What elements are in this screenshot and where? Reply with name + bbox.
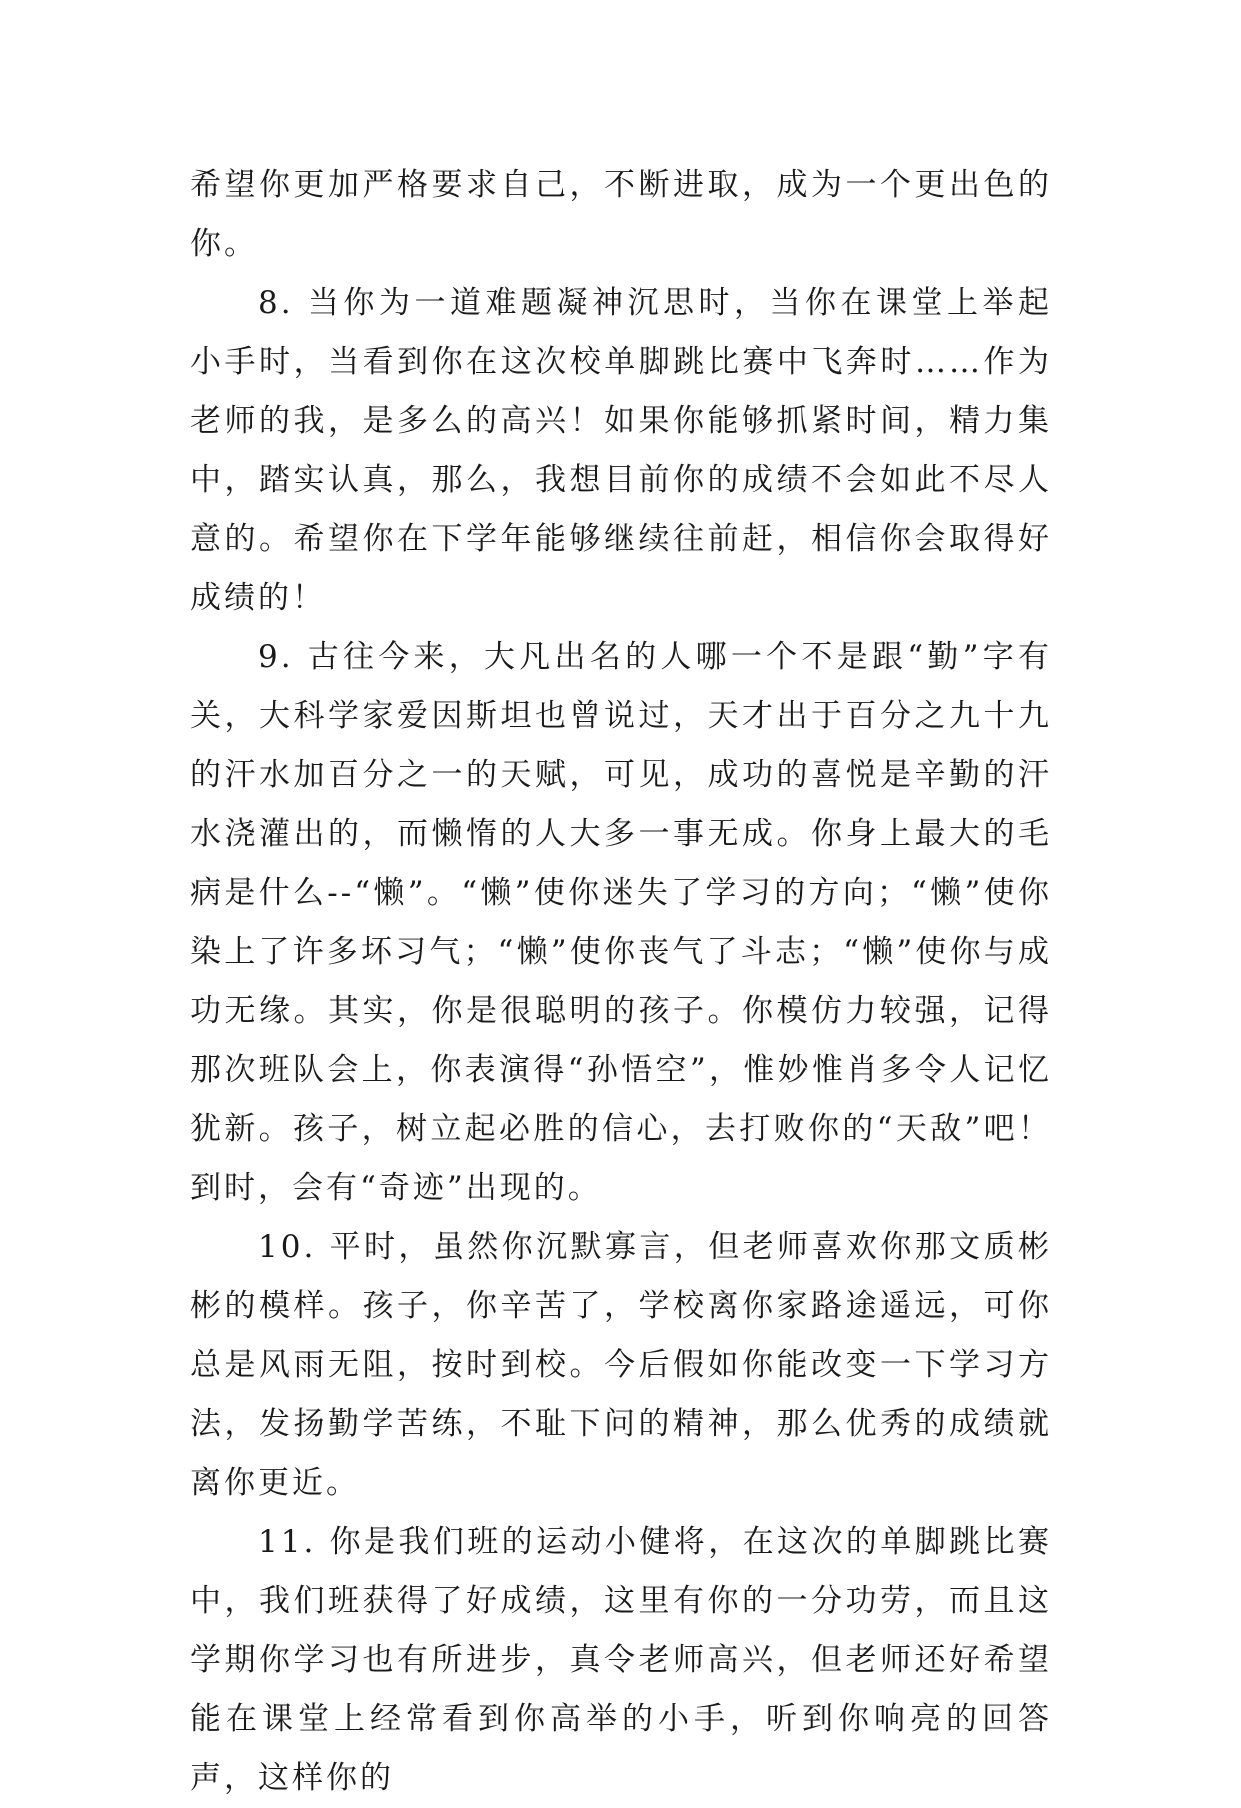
paragraph-continuation: 希望你更加严格要求自己，不断进取，成为一个更出色的你。 (190, 167, 1052, 262)
paragraph-comment-9: 9. 古往今来，大凡出名的人哪一个不是跟“勤”字有关，大科学家爱因斯坦也曾说过，天才出于百分之九十九的汗水加百分之一的天赋，可见，成功的喜悦是辛勤的汗水浇灌出的，而懒惰的人大多一事无成。你身上最大的毛病是什么--“懒”。“懒”使你迷失了学习的方向；“懒”使你染上了许多坏习气；“懒”使你丧气了斗志；“懒”使你与成功无缘。其实，你是很聪明的孩子。你模仿力较强，记得那次班队会上，你表演得“孙悟空”，惟妙惟肖多令人记忆犹新。孩子，树立起必胜的信心，去打败你的“天敌”吧！到时，会有“奇迹”出现的。 (190, 639, 1052, 1206)
paragraph-comment-10: 10. 平时，虽然你沉默寡言，但老师喜欢你那文质彬彬的模样。孩子，你辛苦了，学校离你家路途遥远，可你总是风雨无阻，按时到校。今后假如你能改变一下学习方法，发扬勤学苦练，不耻下问的精神，那么优秀的成绩就离你更近。 (190, 1229, 1052, 1501)
document-body (190, 156, 1052, 1808)
paragraph-comment-8: 8. 当你为一道难题凝神沉思时，当你在课堂上举起小手时，当看到你在这次校单脚跳比赛中飞奔时……作为老师的我，是多么的高兴！如果你能够抓紧时间，精力集中，踏实认真，那么，我想目前你的成绩不会如此不尽人意的。希望你在下学年能够继续往前赶，相信你会取得好成绩的！ (190, 285, 1052, 616)
paragraph-comment-11: 11. 你是我们班的运动小健将，在这次的单脚跳比赛中，我们班获得了好成绩，这里有你的一分功劳，而且这学期你学习也有所进步，真令老师高兴，但老师还好希望能在课堂上经常看到你高举的小手，听到你响亮的回答声，这样你的 (190, 1524, 1052, 1796)
